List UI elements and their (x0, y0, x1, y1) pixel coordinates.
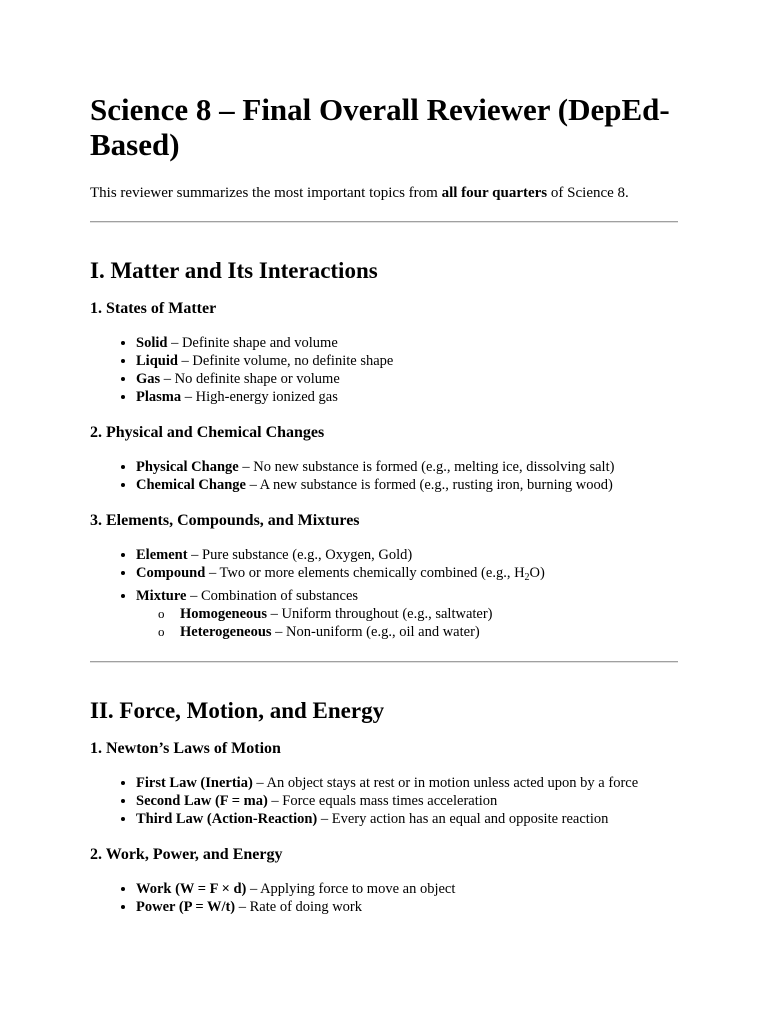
list-item-desc: – High-energy ionized gas (181, 389, 338, 405)
list-item-term: Third Law (Action-Reaction) (136, 811, 318, 827)
list-item (136, 388, 678, 406)
subscript: 2 (524, 572, 530, 583)
list-item (136, 898, 678, 916)
nested-list (136, 605, 678, 641)
list-item-term: Plasma (136, 389, 182, 405)
subsection-heading: 1. Newton’s Laws of Motion (90, 740, 281, 757)
list-item (136, 476, 678, 494)
section-heading: I. Matter and Its Interactions (90, 258, 378, 283)
list-item (136, 564, 678, 587)
list-item-desc: – No definite shape or volume (160, 371, 340, 387)
list-item-desc: – Every action has an equal and opposite reaction (317, 811, 609, 827)
horizontal-divider (90, 661, 678, 663)
list-item-term: Physical Change (136, 459, 239, 475)
list-item (136, 587, 678, 641)
list-item-term: Power (P = W/t) (136, 899, 236, 915)
intro-text-before: This reviewer summarizes the most important topics from (90, 185, 442, 201)
list-item-term: Homogeneous (180, 606, 267, 622)
list-item-term: Second Law (F = ma) (136, 793, 268, 809)
list-item-desc: – Force equals mass times acceleration (267, 793, 498, 809)
list-item-term: Work (W = F × d) (136, 881, 247, 897)
list-item (136, 352, 678, 370)
section-heading: II. Force, Motion, and Energy (90, 698, 385, 723)
list-item-desc: – Non-uniform (e.g., oil and water) (271, 624, 480, 640)
list-item (136, 792, 678, 810)
circle-bullet-icon: o (158, 606, 165, 621)
subsection-heading: 2. Physical and Chemical Changes (90, 424, 325, 441)
list-item-desc: – Uniform throughout (e.g., saltwater) (267, 606, 493, 622)
nested-list-item (158, 605, 678, 623)
list-item (136, 370, 678, 388)
list-item-term: Solid (136, 335, 168, 351)
list-item (136, 774, 678, 792)
list-item-desc: – Pure substance (e.g., Oxygen, Gold) (187, 547, 413, 563)
subsection-heading: 3. Elements, Compounds, and Mixtures (90, 512, 360, 529)
intro-text-after: of Science 8. (547, 185, 629, 201)
list-item-desc: – Combination of substances (186, 588, 359, 604)
list-item-desc: O) (529, 565, 545, 581)
list-item (136, 546, 678, 564)
list-item-desc: – A new substance is formed (e.g., rusting iron, burning wood) (245, 477, 613, 493)
subsection-heading: 1. States of Matter (90, 300, 217, 317)
list-item-term: Heterogeneous (180, 624, 272, 640)
list-item-term: Mixture (136, 588, 187, 604)
list-item-term: Compound (136, 565, 206, 581)
page-title: Science 8 – Final Overall Reviewer (DepEd-Based) (90, 92, 670, 162)
bullet-list (90, 334, 678, 406)
list-item-term: Gas (136, 371, 161, 387)
list-item-desc: – Applying force to move an object (246, 881, 456, 897)
list-item (136, 880, 678, 898)
list-item (136, 810, 678, 828)
intro-paragraph (90, 184, 678, 203)
subsection-heading: 2. Work, Power, and Energy (90, 846, 283, 863)
list-item-term: First Law (Inertia) (136, 775, 253, 791)
bullet-list (90, 546, 678, 641)
list-item (136, 458, 678, 476)
intro-text-bold: all four quarters (441, 185, 548, 201)
circle-bullet-icon: o (158, 624, 165, 639)
bullet-list (90, 458, 678, 494)
bullet-list (90, 880, 678, 916)
nested-list-item (158, 623, 678, 641)
list-item-desc: – Two or more elements chemically combined (e.g., H (205, 565, 525, 581)
list-item-term: Chemical Change (136, 477, 246, 493)
bullet-list (90, 774, 678, 828)
list-item-term: Element (136, 547, 188, 563)
list-item-desc: – An object stays at rest or in motion unless acted upon by a force (252, 775, 639, 791)
horizontal-divider (90, 221, 678, 223)
list-item-desc: – Definite shape and volume (167, 335, 338, 351)
list-item (136, 334, 678, 352)
list-item-term: Liquid (136, 353, 178, 369)
list-item-desc: – Rate of doing work (235, 899, 362, 915)
list-item-desc: – Definite volume, no definite shape (177, 353, 394, 369)
list-item-desc: – No new substance is formed (e.g., melting ice, dissolving salt) (238, 459, 615, 475)
